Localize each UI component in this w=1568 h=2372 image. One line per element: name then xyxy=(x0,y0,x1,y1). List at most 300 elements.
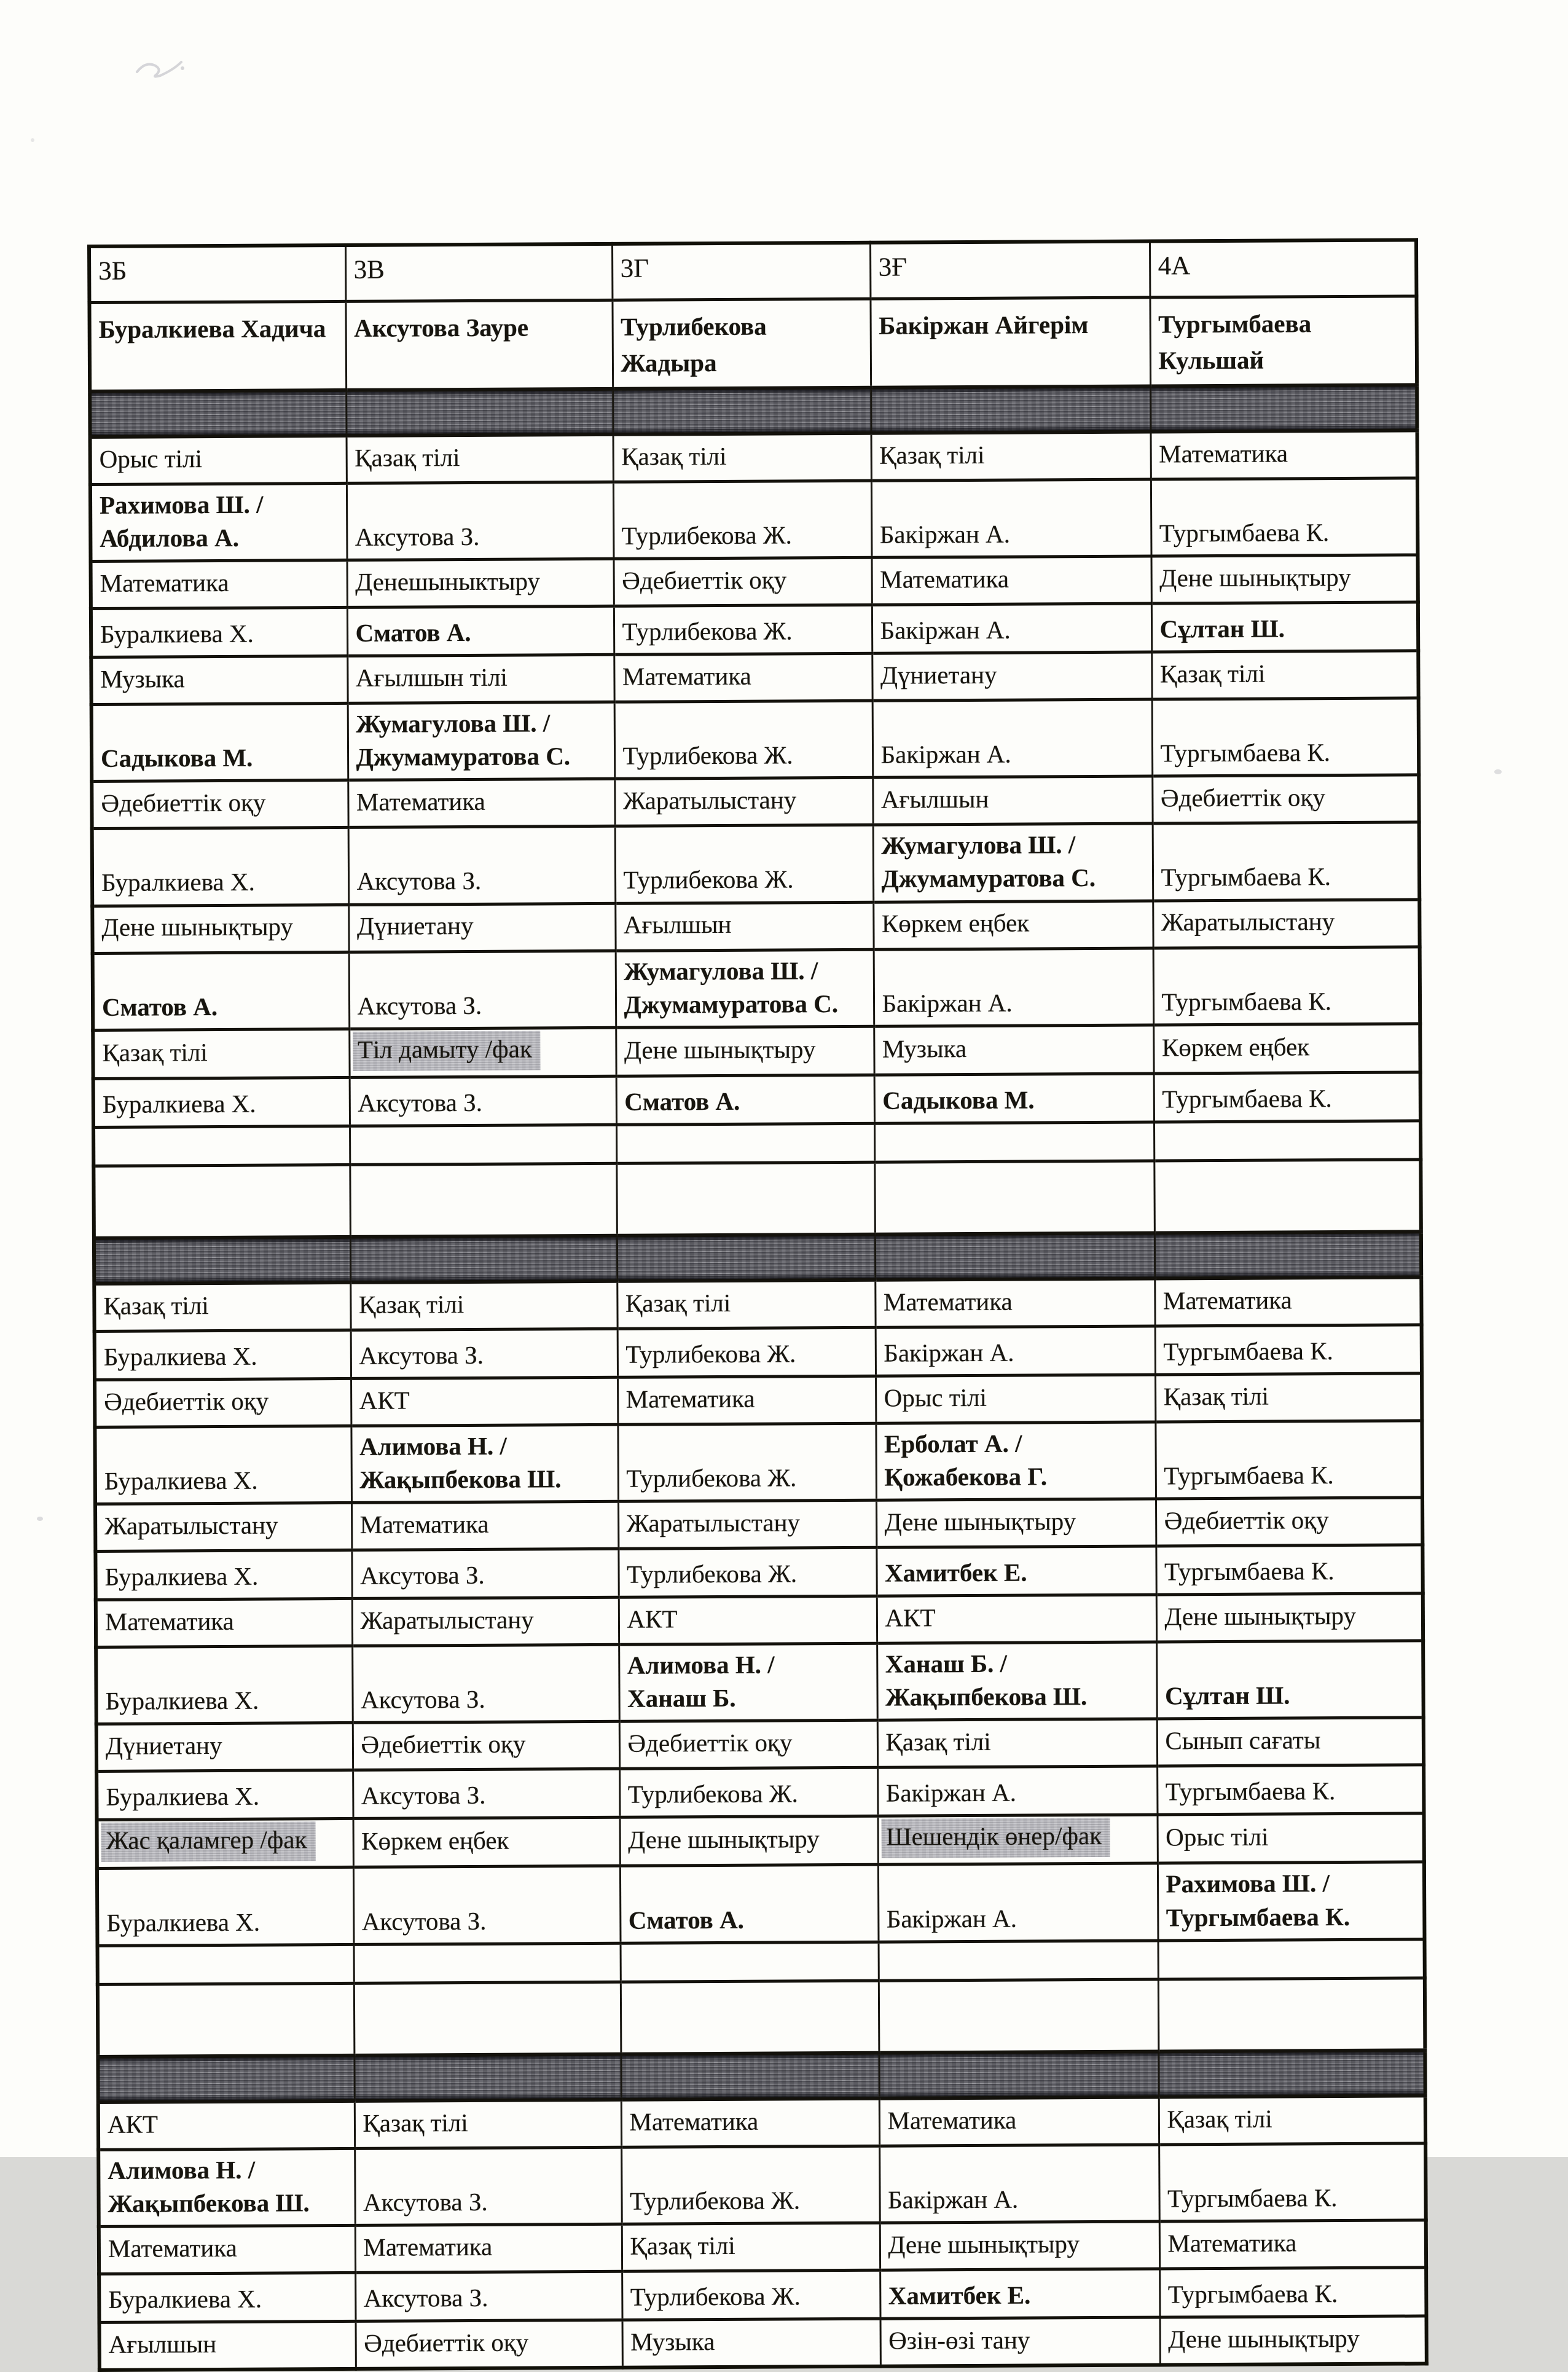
teacher-cell xyxy=(97,1867,354,1946)
subject-cell xyxy=(613,433,871,482)
subject-cell xyxy=(872,776,1152,825)
cell-text: Турлибекова Ж. xyxy=(623,865,794,895)
teacher-cell xyxy=(91,608,347,658)
empty-cell xyxy=(1154,1160,1421,1233)
class-cell xyxy=(89,245,345,303)
cell-text: Музыка xyxy=(630,2327,715,2356)
subject-cell xyxy=(872,652,1151,701)
teacher-cell xyxy=(1158,1862,1425,1940)
cell-text: Өзін-өзі тану xyxy=(888,2325,1030,2355)
empty-cell xyxy=(354,1982,621,2056)
cell-text: Бакіржан А. xyxy=(887,2185,1019,2214)
subject-cell xyxy=(619,1596,877,1644)
teacher-cell xyxy=(874,1074,1154,1123)
cell-text: Жаратылыстану xyxy=(622,785,797,815)
subject-cell xyxy=(92,905,348,953)
cell-text: Әдебиеттік оқу xyxy=(622,565,787,595)
day-divider-cell xyxy=(94,1237,350,1284)
cell-text: Тургымбаева К. xyxy=(1159,518,1330,548)
row-teacher xyxy=(93,1072,1421,1128)
subject-cell xyxy=(615,902,873,951)
teacher-cell xyxy=(872,603,1151,653)
empty-cell xyxy=(616,1162,875,1236)
teacher-cell xyxy=(351,1549,618,1598)
row-empty-t xyxy=(98,1978,1425,2057)
subject-cell xyxy=(1154,1277,1421,1326)
cell-text: Жас қаламгер /фак xyxy=(101,1822,316,1863)
row-teacher xyxy=(91,602,1418,658)
teacher-cell xyxy=(876,1546,1156,1596)
row-teacher2 xyxy=(97,1862,1425,1946)
cell-text: АКТ xyxy=(885,1603,936,1632)
cell-text: АКТ xyxy=(627,1604,678,1633)
subject-cell xyxy=(878,1815,1158,1864)
subject-cell xyxy=(96,1598,352,1647)
cell-text: Математика xyxy=(622,661,751,691)
row-band xyxy=(98,2050,1425,2102)
cell-text: Турлибекова Ж. xyxy=(622,616,793,646)
cell-text: Буралкиева Х. xyxy=(104,1561,259,1591)
cell-text: Буралкиева Хадича xyxy=(98,314,326,344)
teacher-cell xyxy=(1151,478,1418,556)
row-subject xyxy=(91,555,1418,609)
subject-cell xyxy=(1157,1718,1424,1766)
cell-text: Математика xyxy=(104,1606,234,1636)
row-subject xyxy=(98,2095,1425,2150)
cell-text: Жаратылыстану xyxy=(104,1510,278,1540)
cell-text: Жаратылыстану xyxy=(1161,907,1335,937)
subject-cell xyxy=(96,1723,353,1772)
cell-text: Жумагулова Ш. / Джумамуратова С. xyxy=(624,956,839,1019)
cell-text: Буралкиева Х. xyxy=(101,868,255,897)
cell-text: Алимова Н. / Ханаш Б. xyxy=(627,1650,775,1713)
subject-cell xyxy=(350,1281,617,1330)
class-teacher-cell xyxy=(89,301,346,391)
cell-text: Қазақ тілі xyxy=(355,442,460,472)
cell-text: Сынып сағаты xyxy=(1165,1726,1321,1755)
teacher-cell xyxy=(871,479,1151,557)
teacher-cell xyxy=(622,2270,880,2320)
empty-cell xyxy=(98,1983,355,2057)
subject-cell xyxy=(621,2098,879,2147)
teacher-cell xyxy=(619,1768,877,1818)
timetable xyxy=(87,238,1429,2371)
subject-cell xyxy=(347,434,613,484)
cell-text: Қазақ тілі xyxy=(1163,1381,1269,1411)
cell-text: Әдебиеттік оқу xyxy=(101,788,266,818)
cell-text: 3Ғ xyxy=(878,253,907,282)
row-teacher xyxy=(95,1545,1422,1600)
cell-text: Көркем еңбек xyxy=(361,1826,509,1856)
teacher-cell xyxy=(348,827,616,905)
teacher-cell xyxy=(1153,946,1421,1024)
teacher-cell xyxy=(355,2147,622,2225)
cell-text: Турлибекова Ж. xyxy=(625,1339,796,1369)
cell-text: Денешыныктыру xyxy=(355,567,541,596)
subject-cell xyxy=(97,1819,353,1869)
subject-cell xyxy=(351,1377,617,1426)
cell-text: Аксутова З. xyxy=(358,1088,483,1117)
subject-cell xyxy=(1159,2095,1425,2145)
cell-text: Бакіржан А. xyxy=(884,1338,1014,1367)
empty-cell xyxy=(1158,1939,1425,1979)
row-subject xyxy=(95,1498,1422,1552)
cell-text: Қазақ тілі xyxy=(102,1037,208,1067)
teacher-cell xyxy=(352,1644,619,1722)
cell-text: Музыка xyxy=(100,664,185,693)
cell-text: Ханаш Б. / Жақыпбекова Ш. xyxy=(885,1649,1088,1711)
cell-text: Әдебиеттік оқу xyxy=(104,1386,269,1416)
cell-text: Музыка xyxy=(882,1034,967,1063)
cell-text: Шешендік өнер/фак xyxy=(881,1818,1110,1858)
teacher-cell xyxy=(99,2272,355,2322)
teacher-cell xyxy=(878,1863,1158,1941)
cell-text: Математика xyxy=(363,2232,493,2261)
cell-text: Математика xyxy=(883,1287,1013,1316)
empty-cell xyxy=(93,1164,350,1238)
row-subject xyxy=(95,1373,1422,1428)
row-teacher2 xyxy=(98,2143,1426,2227)
row-subject xyxy=(90,430,1417,484)
subject-cell xyxy=(1153,899,1419,948)
cell-text: Аксутова З. xyxy=(361,1781,486,1810)
day-divider-cell xyxy=(90,390,346,437)
cell-text: Дене шынықтыру xyxy=(884,1507,1076,1536)
teacher-cell xyxy=(347,606,614,656)
cell-text: Аксутова З. xyxy=(356,866,482,896)
subject-cell xyxy=(614,778,872,827)
row-teacher xyxy=(99,2268,1426,2323)
row-teacher2 xyxy=(93,946,1421,1030)
subject-cell xyxy=(1156,1593,1423,1642)
teacher-cell xyxy=(1157,1765,1424,1815)
teacher-cell xyxy=(90,483,347,561)
row-subject xyxy=(92,899,1419,953)
teacher-cell xyxy=(95,1330,351,1380)
teacher-cell xyxy=(1159,2143,1426,2221)
empty-cell xyxy=(616,1123,874,1163)
row-teacher xyxy=(95,1325,1422,1380)
cell-text: Жумагулова Ш. / Джумамуратова С. xyxy=(881,830,1096,893)
cell-text: Турлибекова Ж. xyxy=(621,520,792,550)
cell-text: Турлибекова Ж. xyxy=(627,1779,798,1808)
cell-text: Тургымбаева К. xyxy=(1163,1336,1333,1366)
class-teacher-cell xyxy=(612,299,871,388)
row-teacher2 xyxy=(90,478,1418,562)
subject-cell xyxy=(617,1376,876,1424)
cell-text: Көркем еңбек xyxy=(881,908,1030,938)
subject-cell xyxy=(618,1500,876,1549)
cell-text: Садыкова М. xyxy=(100,743,253,773)
scan-speck xyxy=(37,1517,43,1521)
day-divider-cell xyxy=(875,1233,1154,1279)
cell-text: Аксутова З. xyxy=(355,522,480,551)
teacher-cell xyxy=(350,1076,616,1126)
teacher-cell xyxy=(617,1423,876,1501)
empty-cell xyxy=(879,1941,1158,1981)
cell-text: Турлибекова Ж. xyxy=(630,2282,801,2311)
cell-text: Бакіржан Айгерім xyxy=(879,310,1089,340)
subject-cell xyxy=(100,2321,356,2370)
row-thead xyxy=(89,296,1417,391)
empty-cell xyxy=(874,1122,1154,1162)
cell-text: Хамитбек Е. xyxy=(884,1558,1027,1587)
day-divider-cell xyxy=(346,389,613,436)
subject-cell xyxy=(99,2225,355,2274)
empty-cell xyxy=(1158,1978,1425,2052)
subject-cell xyxy=(622,2319,880,2368)
cell-text: Ағылшын xyxy=(623,910,732,940)
row-empty-t xyxy=(93,1160,1421,1238)
cell-text: Тургымбаева К. xyxy=(1167,2183,1338,2213)
subject-cell xyxy=(1153,1024,1420,1074)
cell-text: Дүниетану xyxy=(880,660,997,689)
cell-text: Турлибекова Жадыра xyxy=(621,312,767,378)
teacher-cell xyxy=(876,1326,1155,1376)
cell-text: Сматов А. xyxy=(624,1086,740,1116)
teacher-cell xyxy=(618,1547,876,1597)
scan-speck xyxy=(1494,769,1502,774)
cell-text: Ерболат А. / Қожабекова Г. xyxy=(884,1429,1048,1491)
cell-text: Қазақ тілі xyxy=(621,441,727,471)
subject-cell xyxy=(1151,651,1418,699)
subject-cell xyxy=(349,1027,616,1077)
teacher-cell xyxy=(96,1770,353,1820)
class-teacher-cell xyxy=(345,300,613,390)
cell-text: Аксутова Зауре xyxy=(354,313,529,342)
cell-text: Сұлтан Ш. xyxy=(1159,614,1285,643)
empty-cell xyxy=(874,1161,1154,1235)
row-band xyxy=(90,385,1417,437)
subject-cell xyxy=(873,901,1153,949)
cell-text: Математика xyxy=(356,787,485,817)
cell-text: Буралкиева Х. xyxy=(106,1781,260,1812)
cell-text: Дене шынықтыру xyxy=(628,1824,820,1855)
teacher-cell xyxy=(95,1426,351,1504)
cell-text: Орыс тілі xyxy=(884,1383,987,1412)
empty-cell xyxy=(621,1942,879,1982)
subject-cell xyxy=(91,560,347,609)
teacher-cell xyxy=(1155,1325,1422,1375)
subject-cell xyxy=(94,1282,350,1332)
cell-text: Математика xyxy=(1162,1286,1292,1315)
cell-text: Аксутова З. xyxy=(359,1340,484,1370)
subject-cell xyxy=(352,1597,619,1646)
cell-text: Аксутова З. xyxy=(359,1560,485,1590)
cell-text: Жаратылыстану xyxy=(360,1605,534,1635)
cell-text: Дене шынықтыру xyxy=(101,912,294,942)
teacher-cell xyxy=(616,949,874,1027)
subject-cell xyxy=(877,1595,1156,1643)
row-subject xyxy=(96,1593,1423,1647)
day-divider-cell xyxy=(617,1235,875,1281)
cell-text: Аксутова З. xyxy=(361,1906,487,1936)
subject-cell xyxy=(876,1375,1155,1423)
teacher-cell xyxy=(351,1424,618,1502)
empty-cell xyxy=(1154,1121,1421,1161)
class-cell xyxy=(870,242,1150,299)
row-empty-s xyxy=(93,1121,1421,1166)
subject-cell xyxy=(98,2101,355,2150)
cell-text: Әдебиеттік оқу xyxy=(1160,783,1326,812)
empty-cell xyxy=(93,1126,350,1166)
cell-text: Қазақ тілі xyxy=(630,2231,735,2260)
teacher-cell xyxy=(620,1865,879,1943)
teacher-cell xyxy=(92,704,348,782)
cell-text: Буралкиева Х. xyxy=(106,1907,261,1937)
subject-cell xyxy=(622,2223,880,2271)
teacher-cell xyxy=(1155,1421,1422,1499)
cell-text: Рахимова Ш. / Тургымбаева К. xyxy=(1166,1869,1350,1931)
subject-cell xyxy=(875,1278,1154,1327)
day-divider-cell xyxy=(621,2052,879,2099)
cell-text: Аксутова З. xyxy=(363,2187,488,2217)
cell-text: Бакіржан А. xyxy=(885,1778,1017,1807)
row-subject xyxy=(93,1024,1420,1079)
teacher-cell xyxy=(876,1422,1156,1500)
cell-text: Әдебиеттік оқу xyxy=(1164,1506,1329,1535)
cell-text: Математика xyxy=(1167,2228,1297,2258)
subject-cell xyxy=(1156,1498,1422,1546)
cell-text: Тургымбаева К. xyxy=(1160,738,1331,768)
teacher-cell xyxy=(98,2148,355,2226)
cell-text: Орыс тілі xyxy=(1166,1822,1269,1852)
cell-text: 3Г xyxy=(620,254,649,283)
subject-cell xyxy=(879,2097,1159,2146)
cell-text: Әдебиеттік оқу xyxy=(364,2328,529,2357)
cell-text: Математика xyxy=(1159,439,1288,468)
cell-text: 3В xyxy=(353,255,385,285)
cell-text: Алимова Н. / Жақыпбекова Ш. xyxy=(108,2155,310,2218)
teacher-cell xyxy=(348,702,615,780)
subject-cell xyxy=(616,1026,874,1076)
cell-text: Тургымбаева К. xyxy=(1161,862,1331,892)
row-subject xyxy=(97,1813,1424,1869)
cell-text: Қазақ тілі xyxy=(879,440,985,469)
empty-cell xyxy=(354,1943,621,1983)
cell-text: 3Б xyxy=(98,256,127,286)
cell-text: Буралкиева Х. xyxy=(105,1686,259,1716)
cell-text: Тіл дамыту /фак xyxy=(353,1031,541,1071)
teacher-cell xyxy=(1156,1641,1424,1719)
cell-text: Турлибекова Ж. xyxy=(626,1463,797,1493)
row-teacher2 xyxy=(92,698,1419,782)
teacher-cell xyxy=(92,828,349,906)
subject-cell xyxy=(871,431,1151,481)
subject-cell xyxy=(1158,1813,1424,1863)
cell-text: Математика xyxy=(625,1384,755,1413)
cell-text: АКТ xyxy=(107,2110,159,2138)
teacher-cell xyxy=(874,948,1154,1026)
cell-text: Бакіржан А. xyxy=(886,1904,1017,1933)
teacher-cell xyxy=(353,1769,619,1819)
cell-text: Бакіржан А. xyxy=(880,739,1011,769)
subject-cell xyxy=(353,1722,619,1770)
subject-cell xyxy=(95,1503,351,1552)
row-subject xyxy=(94,1277,1421,1331)
cell-text: Тургымбаева К. xyxy=(1162,1083,1332,1113)
subject-cell xyxy=(617,1280,875,1329)
scan-speck xyxy=(31,138,34,142)
subject-cell xyxy=(874,1025,1153,1075)
row-band xyxy=(94,1231,1421,1284)
cell-text: 4А xyxy=(1158,251,1191,281)
row-classes xyxy=(89,240,1416,302)
teacher-cell xyxy=(1151,602,1418,652)
cell-text: Математика xyxy=(100,568,229,597)
empty-cell xyxy=(350,1125,616,1164)
row-teacher2 xyxy=(92,822,1420,906)
empty-cell xyxy=(350,1163,617,1237)
teacher-cell xyxy=(347,482,614,560)
subject-cell xyxy=(353,1818,620,1867)
cell-text: Қазақ тілі xyxy=(1159,659,1266,688)
subject-cell xyxy=(1159,2220,1426,2269)
teacher-cell xyxy=(349,951,616,1029)
teacher-cell xyxy=(877,1766,1157,1816)
teacher-cell xyxy=(355,2271,622,2321)
teacher-cell xyxy=(351,1329,617,1378)
cell-text: Тургымбаева К. xyxy=(1164,1557,1335,1586)
day-divider-cell xyxy=(1154,1231,1421,1278)
day-divider-cell xyxy=(350,1236,617,1282)
cell-text: Тургымбаева К. xyxy=(1165,1777,1336,1806)
subject-cell xyxy=(1151,555,1417,603)
class-teacher-cell xyxy=(870,297,1150,388)
teacher-cell xyxy=(614,701,873,779)
cell-text: Буралкиева Х. xyxy=(100,619,254,648)
teacher-cell xyxy=(872,699,1153,777)
row-subject xyxy=(96,1718,1424,1772)
subject-cell xyxy=(877,1719,1157,1767)
cell-text: Аксутова З. xyxy=(360,1685,485,1714)
subject-cell xyxy=(348,903,615,952)
subject-cell xyxy=(880,2221,1159,2270)
row-teacher xyxy=(96,1765,1424,1820)
teacher-cell xyxy=(1154,1072,1421,1122)
cell-text: Математика xyxy=(629,2107,759,2136)
cell-text: Сұлтан Ш. xyxy=(1164,1681,1290,1710)
timetable-body xyxy=(89,240,1427,2370)
teacher-cell xyxy=(619,1643,877,1721)
cell-text: Қазақ тілі xyxy=(363,2108,468,2137)
cell-text: Қазақ тілі xyxy=(103,1290,209,1320)
subject-cell xyxy=(347,654,614,703)
subject-cell xyxy=(872,556,1151,605)
subject-cell xyxy=(356,2320,622,2369)
teacher-cell xyxy=(613,481,872,559)
cell-text: Дене шынықтыру xyxy=(1164,1601,1357,1631)
row-subject xyxy=(91,651,1418,705)
cell-text: Буралкиева Х. xyxy=(108,2284,262,2314)
cell-text: Ағылшын xyxy=(880,785,989,814)
cell-text: Дене шынықтыру xyxy=(624,1034,816,1064)
subject-cell xyxy=(876,1499,1156,1547)
teacher-cell xyxy=(1156,1545,1422,1595)
subject-cell xyxy=(1160,2316,1427,2365)
cell-text: Сматов А. xyxy=(355,618,471,647)
cell-text: Аксутова З. xyxy=(363,2283,488,2312)
day-divider-cell xyxy=(1158,2050,1425,2097)
class-teacher-cell xyxy=(1150,296,1417,386)
row-teacher2 xyxy=(96,1641,1424,1724)
subject-cell xyxy=(1152,775,1419,823)
cell-text: Буралкиева Х. xyxy=(104,1466,258,1495)
teacher-cell xyxy=(615,825,874,903)
teacher-cell xyxy=(96,1646,353,1724)
subject-cell xyxy=(880,2317,1160,2366)
teacher-cell xyxy=(1159,2268,1426,2317)
